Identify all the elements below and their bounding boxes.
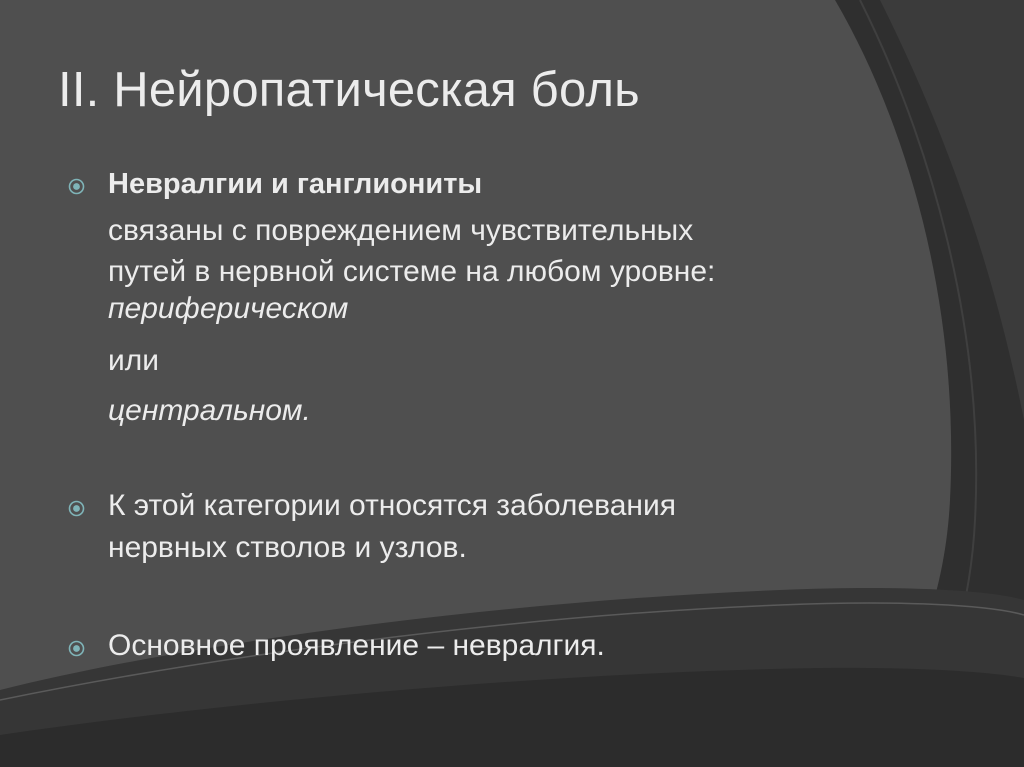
slide-title: II. Нейропатическая боль bbox=[58, 63, 640, 117]
bullet3-line1: Основное проявление – невралгия. bbox=[108, 629, 605, 662]
bullet1-line4: или bbox=[108, 344, 160, 377]
bullet2-line1: К этой категории относятся заболевания bbox=[108, 489, 676, 522]
target-bullet-icon bbox=[68, 178, 85, 195]
bullet1-line3: периферическом bbox=[108, 292, 349, 325]
target-bullet-icon bbox=[68, 500, 85, 517]
bullet1-line1: связаны с повреждением чувствительных bbox=[108, 214, 694, 247]
bullet2-line2: нервных стволов и узлов. bbox=[108, 531, 467, 564]
bullet1-line2: путей в нервной системе на любом уровне: bbox=[108, 255, 716, 288]
bullet1-line5: центральном. bbox=[108, 394, 311, 427]
target-bullet-icon bbox=[68, 640, 85, 657]
bullet1-heading: Невралгии и ганглиониты bbox=[108, 168, 483, 200]
